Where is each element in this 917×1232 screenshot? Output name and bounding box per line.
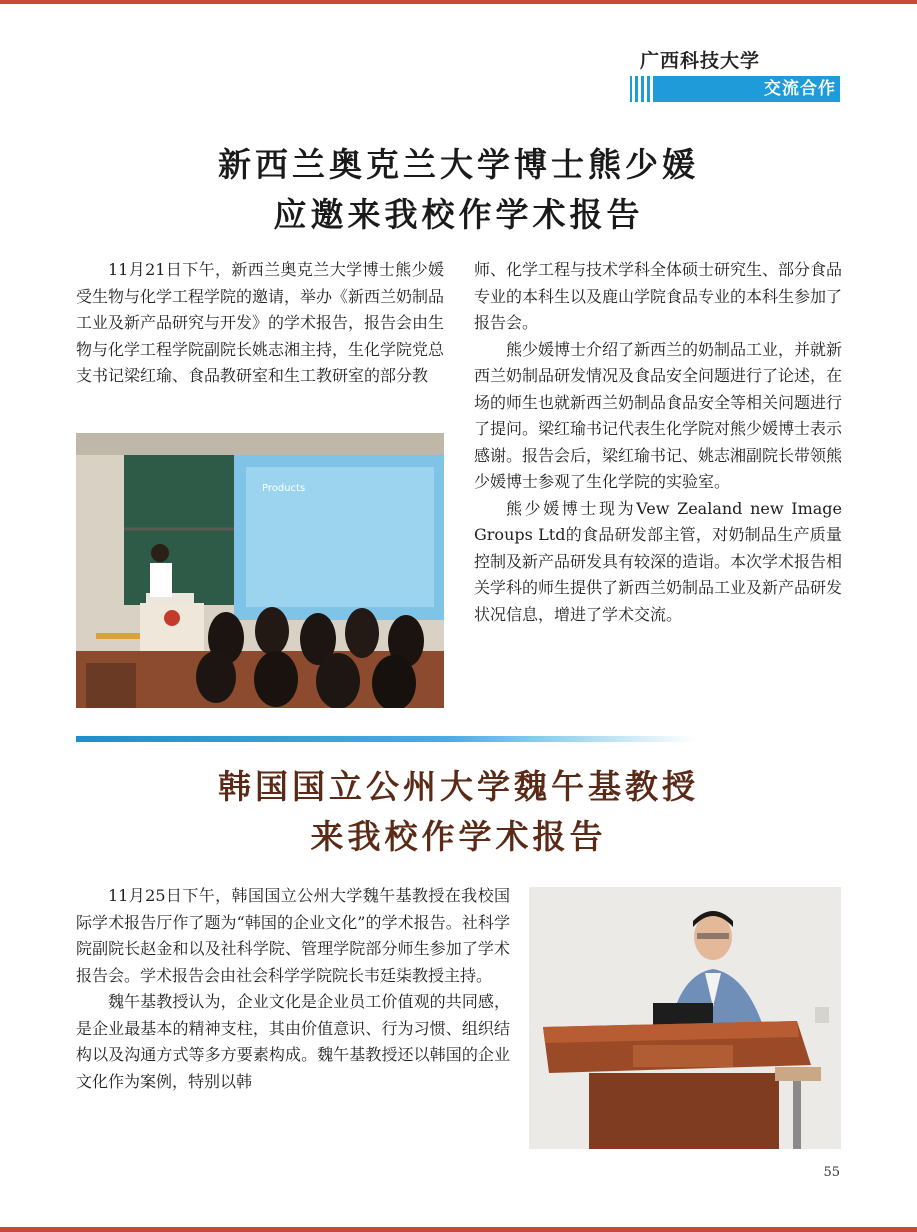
article2-title-line2: 来我校作学术报告 [310,817,607,856]
lecture-photo [76,433,444,708]
article1-title-line2: 应邀来我校作学术报告 [273,195,644,234]
article1-title [0,140,917,240]
bottom-border [0,1227,917,1232]
section-divider [76,736,696,742]
article1-title-line1: 新西兰奥克兰大学博士熊少媛 [218,145,699,184]
article2-title [0,762,917,862]
article2-column [76,883,510,1095]
article2-title-line1: 韩国国立公州大学魏午基教授 [218,767,699,806]
section-label: 交流合作 [764,79,836,99]
article1-paragraph: 熊少媛博士现为Vew Zealand new Image Groups Ltd的食品研发部主管，对奶制品生产质量控制及新产品研发具有较深的造诣。本次学术报告相关学科的师生提供了新西兰奶制品工业及新产品研发状况信息，增进了学术交流。 [474,498,843,624]
article1-paragraph: 熊少媛博士介绍了新西兰的奶制品工业，并就新西兰奶制品研发情况及食品安全问题进行了论述，在场的师生也就新西兰奶制品食品安全等相关问题进行了提问。梁红瑜书记代表生化学院对熊少媛博士表示感谢。报告会后，梁红瑜书记、姚志湘副院长带领熊少媛博士参观了生化学院的实验室。 [474,339,843,491]
slide-title: Products [262,483,306,494]
article2-paragraph: 魏午基教授认为，企业文化是企业员工价值观的共同感，是企业最基本的精神支柱，其由价值意识、行为习惯、组织结构以及沟通方式等多方要素构成。魏午基教授还以韩国的企业文化作为案例，特别以韩 [76,992,510,1091]
article2-paragraph: 11月25日下午，韩国国立公州大学魏午基教授在我校国际学术报告厅作了题为“韩国的企业文化”的学术报告。社科学院副院长赵金和以及社科学院、管理学院部分师生参加了学术报告会。学术报告会由社会科学学院院长韦廷柒教授主持。 [76,886,510,985]
page-number: 55 [823,1165,840,1180]
top-border [0,0,917,4]
professor-photo [529,887,841,1149]
article1-right-column [474,257,842,628]
school-name: 广西科技大学 [640,50,761,72]
article1-paragraph: 师、化学工程与技术学科全体硕士研究生、部分食品专业的本科生以及鹿山学院食品专业的本科生参加了报告会。 [474,260,843,332]
article1-paragraph: 11月21日下午，新西兰奥克兰大学博士熊少媛受生物与化学工程学院的邀请，举办《新西兰奶制品工业及新产品研究与开发》的学术报告，报告会由生物与化学工程学院副院长姚志湘主持，生化学院党总支书记梁红瑜、食品教研室和生工教研室的部分教 [76,260,445,385]
section-stripes [632,76,658,102]
article1-left-column [76,257,444,390]
